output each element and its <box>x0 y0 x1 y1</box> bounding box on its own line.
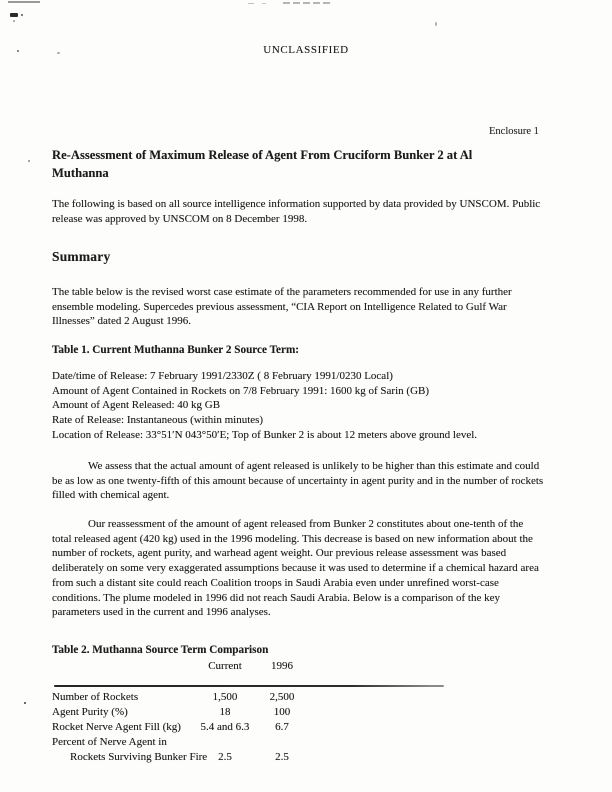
row-value-1996: 2,500 <box>269 691 295 703</box>
row-label: Number of Rockets <box>52 691 139 703</box>
table-row <box>52 721 472 736</box>
source-term-line: Date/time of Release: 7 February 1991/2330Z ( 8 February 1991/0230 Local) <box>52 370 393 382</box>
row-label: Agent Purity (%) <box>52 706 128 718</box>
summary-paragraph: The table below is the revised worst case estimate of the parameters recommended for use in any further ensemble modeling. Supercedes previous assessment, “CIA Report on Intelligence Related to Gulf War Illnesses” dated 2 August 1996. <box>52 286 512 328</box>
scan-artifact <box>10 13 18 17</box>
scan-artifact <box>262 3 266 4</box>
scan-artifact <box>28 160 30 162</box>
comparison-table <box>52 660 472 770</box>
enclosure-label: Enclosure 1 <box>489 126 539 137</box>
row-label: Rocket Nerve Agent Fill (kg) <box>52 721 181 733</box>
table1-source-term-list <box>52 369 592 443</box>
scan-artifact <box>8 1 40 3</box>
table-row <box>52 691 472 706</box>
assessment-paragraph-2: Our reassessment of the amount of agent released from Bunker 2 constitutes about one-tenth of the total released agent (420 kg) used in the 1996 modeling. This decrease is based on new information about the number of rockets, agent purity, and warhead agent weight. Our previous release assessment was based deliberately on some very exaggerated assumptions because it was used to determine if a chemical hazard area from such a distant site could reach Coalition troops in Saudi Arabia even under unrefined worst-case conditions. The plume modeled in 1996 did not reach Saudi Arabia. Below is a comparison of the key parameters used in the current and 1996 analyses. <box>52 518 539 619</box>
table-row <box>52 751 472 766</box>
table-row <box>52 736 472 751</box>
assessment-paragraph-1: We assess that the actual amount of agent released is unlikely to be higher than this estimate and could be as low as one twenty-fifth of this amount because of uncertainty in agent purity and in the number of rockets filled with chemical agent. <box>52 460 544 502</box>
table2-column-headers <box>52 660 472 674</box>
scan-artifact <box>13 20 15 22</box>
source-term-line: Rate of Release: Instantaneous (within minutes) <box>52 414 264 427</box>
intro-paragraph: The following is based on all source intelligence information supported by data provided by UNSCOM. Public release was approved by UNSCOM on 8 December 1998. <box>52 198 541 225</box>
scan-artifact <box>21 14 23 16</box>
source-term-line: Amount of Agent Contained in Rockets on 7/8 February 1991: 1600 kg of Sarin (GB) <box>52 384 430 397</box>
classification-header: UNCLASSIFIED <box>263 44 349 56</box>
row-value-1996: 6.7 <box>275 721 289 733</box>
row-value-current: 2.5 <box>218 751 232 763</box>
row-label: Percent of Nerve Agent in <box>52 736 167 748</box>
table1-heading: Table 1. Current Muthanna Bunker 2 Source Term: <box>52 344 299 356</box>
table2-horizontal-rule <box>54 685 444 687</box>
column-header-1996: 1996 <box>271 660 293 672</box>
scan-artifact <box>24 702 26 704</box>
table2-heading: Table 2. Muthanna Source Term Comparison <box>52 644 269 656</box>
scan-artifact <box>435 22 437 26</box>
source-term-line: Location of Release: 33°51′N 043°50′E; Top of Bunker 2 is about 12 meters above ground level. <box>52 428 478 441</box>
document-title: Re-Assessment of Maximum Release of Agent From Cruciform Bunker 2 at Al Muthanna <box>52 148 473 181</box>
source-term-line: Amount of Agent Released: 40 kg GB <box>52 399 221 412</box>
row-value-1996: 2.5 <box>275 751 289 763</box>
row-value-current: 5.4 and 6.3 <box>200 721 250 733</box>
row-value-current: 1,500 <box>212 691 238 703</box>
scan-artifact <box>283 2 333 4</box>
row-label: Rockets Surviving Bunker Fire <box>70 751 208 763</box>
column-header-current: Current <box>208 660 242 672</box>
table-row <box>52 706 472 721</box>
row-value-1996: 100 <box>273 706 291 718</box>
row-value-current: 18 <box>219 706 231 718</box>
table2-rows <box>52 691 472 766</box>
summary-heading: Summary <box>52 249 111 264</box>
scan-artifact <box>248 3 254 4</box>
